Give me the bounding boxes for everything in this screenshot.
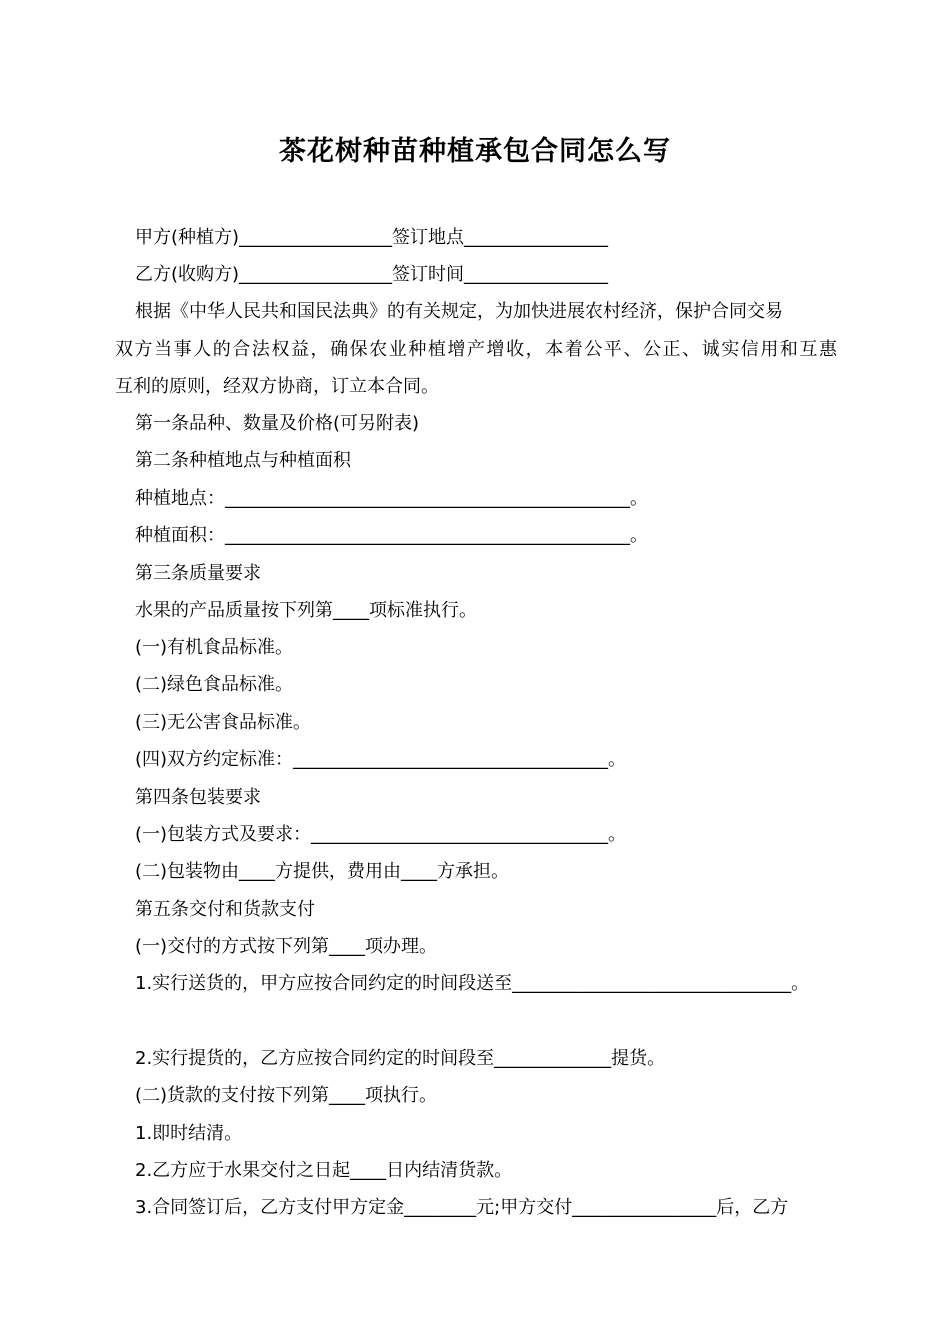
article-1-heading: 第一条品种、数量及价格(可另附表) [135,413,420,434]
preamble-line-3: 互利的原则，经双方协商，订立本合同。 [115,376,439,397]
standard-agreed: (四)双方约定标准：___________________________________。 [135,749,627,770]
delivery-method-line: (一)交付的方式按下列第____项办理。 [135,936,438,957]
article-3-heading: 第三条质量要求 [135,563,261,584]
planting-area-line: 种植面积：_____________________________________________。 [135,525,648,546]
article-2-heading: 第二条种植地点与种植面积 [135,450,351,471]
delivery-option-1: 1.实行送货的，甲方应按合同约定的时间段送至_______________________________。 [135,973,810,994]
standard-green: (二)绿色食品标准。 [135,674,294,695]
payment-option-3: 3.合同签订后，乙方支付甲方定金________元;甲方交付________________后，乙方 [135,1197,789,1218]
article-5-heading: 第五条交付和货款支付 [135,899,315,920]
payment-option-1: 1.即时结清。 [135,1123,243,1144]
document-title: 茶花树种苗种植承包合同怎么写 [279,136,671,167]
payment-method-line: (二)货款的支付按下列第____项执行。 [135,1085,438,1106]
delivery-option-2: 2.实行提货的，乙方应按合同约定的时间段至_____________提货。 [135,1048,666,1069]
party-b-line: 乙方(收购方)_________________签订时间________________ [135,264,609,285]
packaging-supply-line: (二)包装物由____方提供，费用由____方承担。 [135,861,510,882]
article-4-heading: 第四条包装要求 [135,787,261,808]
payment-option-2: 2.乙方应于水果交付之日起____日内结清货款。 [135,1160,513,1181]
preamble-line-2: 双方当事人的合法权益，确保农业种植增产增收，本着公平、公正、诚实信用和互惠 [115,339,837,360]
planting-location-line: 种植地点：_____________________________________________。 [135,488,648,509]
standard-organic: (一)有机食品标准。 [135,637,294,658]
party-a-line: 甲方(种植方)_________________签订地点________________ [135,227,609,248]
packaging-method-line: (一)包装方式及要求：_________________________________。 [135,824,627,845]
standard-pollution-free: (三)无公害食品标准。 [135,712,312,733]
quality-standard-line: 水果的产品质量按下列第____项标准执行。 [135,600,477,621]
preamble-line-1: 根据《中华人民共和国民法典》的有关规定，为加快进展农村经济，保护合同交易 [135,301,783,322]
